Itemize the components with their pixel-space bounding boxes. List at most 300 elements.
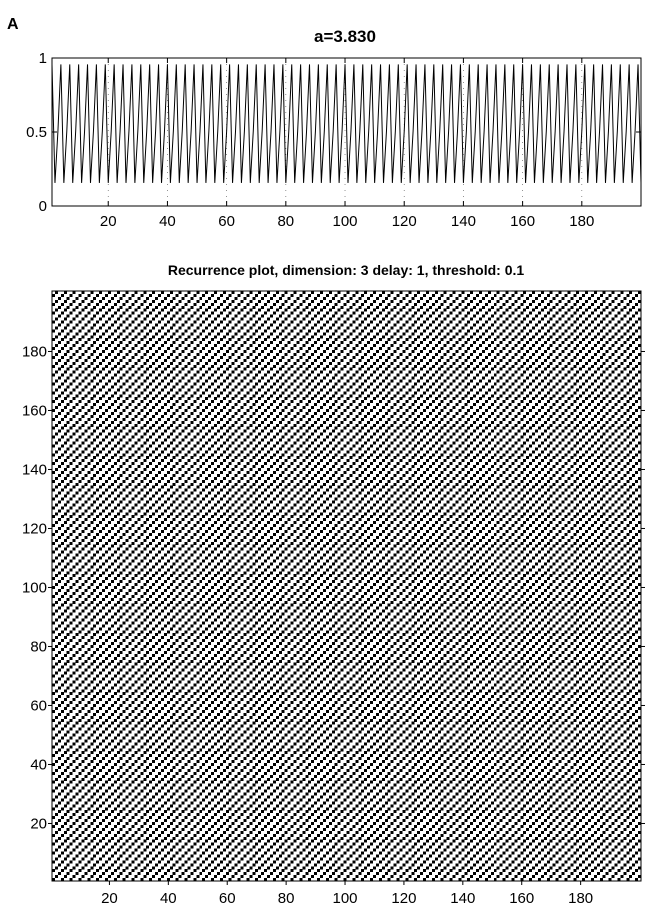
recurrence-cell [132,453,135,456]
recurrence-cell [217,669,220,672]
recurrence-cell [261,341,264,344]
recurrence-cell [108,742,111,745]
recurrence-cell [111,554,114,557]
recurrence-cell [258,689,261,692]
recurrence-cell [158,542,161,545]
recurrence-cell [99,309,102,312]
recurrence-cell [117,601,120,604]
recurrence-cell [73,857,76,860]
recurrence-cell [152,707,155,710]
recurrence-cell [102,854,105,857]
recurrence-cell [117,548,120,551]
recurrence-cell [217,616,220,619]
recurrence-cell [232,610,235,613]
recurrence-cell [249,415,252,418]
recurrence-cell [99,610,102,613]
recurrence-cell [170,380,173,383]
recurrence-cell [193,533,196,536]
recurrence-cell [111,518,114,521]
recurrence-cell [114,648,117,651]
recurrence-cell [193,834,196,837]
recurrence-cell [120,775,123,778]
recurrence-cell [190,439,193,442]
recurrence-cell [255,515,258,518]
recurrence-cell [137,651,140,654]
recurrence-cell [229,860,232,863]
recurrence-cell [220,506,223,509]
recurrence-cell [205,645,208,648]
recurrence-cell [149,843,152,846]
recurrence-cell [211,595,214,598]
recurrence-cell [143,778,146,781]
series-line [52,64,641,183]
recurrence-cell [243,598,246,601]
recurrence-cell [238,533,241,536]
recurrence-cell [240,663,243,666]
recurrence-cell [220,533,223,536]
recurrence-cell [129,828,132,831]
recurrence-cell [87,781,90,784]
recurrence-cell [249,300,252,303]
recurrence-cell [61,427,64,430]
recurrence-cell [193,675,196,678]
recurrence-cell [105,790,108,793]
recurrence-cell [226,660,229,663]
recurrence-cell [117,840,120,843]
recurrence-cell [167,453,170,456]
recurrence-cell [55,742,58,745]
recurrence-cell [261,394,264,397]
recurrence-cell [146,695,149,698]
recurrence-cell [211,692,214,695]
recurrence-cell [255,382,258,385]
recurrence-cell [223,583,226,586]
recurrence-cell [170,583,173,586]
recurrence-cell [102,713,105,716]
recurrence-cell [81,486,84,489]
recurrence-cell [190,660,193,663]
recurrence-cell [114,524,117,527]
recurrence-cell [185,338,188,341]
recurrence-cell [155,554,158,557]
recurrence-cell [185,648,188,651]
recurrence-cell [190,332,193,335]
recurrence-cell [64,362,67,365]
recurrence-cell [226,810,229,813]
recurrence-cell [243,837,246,840]
recurrence-cell [161,769,164,772]
recurrence-cell [164,722,167,725]
recurrence-cell [149,807,152,810]
recurrence-cell [179,760,182,763]
recurrence-cell [55,680,58,683]
recurrence-cell [81,503,84,506]
recurrence-cell [134,610,137,613]
recurrence-cell [255,683,258,686]
recurrence-cell [229,745,232,748]
recurrence-cell [255,613,258,616]
recurrence-cell [193,382,196,385]
recurrence-cell [76,731,79,734]
recurrence-cell [114,790,117,793]
recurrence-cell [105,577,108,580]
recurrence-cell [126,450,129,453]
recurrence-cell [223,610,226,613]
recurrence-cell [58,545,61,548]
recurrence-cell [152,875,155,878]
recurrence-cell [249,503,252,506]
recurrence-cell [176,444,179,447]
recurrence-cell [205,654,208,657]
recurrence-cell [173,297,176,300]
recurrence-cell [67,704,70,707]
recurrence-cell [196,495,199,498]
recurrence-cell [258,574,261,577]
recurrence-cell [152,663,155,666]
recurrence-cell [84,439,87,442]
recurrence-cell [123,763,126,766]
recurrence-cell [93,385,96,388]
recurrence-cell [214,397,217,400]
recurrence-cell [87,444,90,447]
recurrence-cell [108,787,111,790]
recurrence-cell [232,663,235,666]
recurrence-cell [61,825,64,828]
recurrence-cell [267,388,270,391]
recurrence-cell [55,353,58,356]
recurrence-cell [190,704,193,707]
recurrence-cell [146,837,149,840]
recurrence-cell [99,672,102,675]
recurrence-cell [196,397,199,400]
recurrence-cell [193,568,196,571]
recurrence-cell [61,338,64,341]
recurrence-cell [81,477,84,480]
recurrence-cell [170,450,173,453]
recurrence-cell [202,489,205,492]
recurrence-cell [84,837,87,840]
recurrence-cell [199,562,202,565]
recurrence-cell [158,807,161,810]
recurrence-cell [258,424,261,427]
recurrence-plot-cells [52,291,641,881]
recurrence-cell [232,769,235,772]
recurrence-cell [67,686,70,689]
recurrence-cell [258,795,261,798]
recurrence-cell [249,698,252,701]
recurrence-cell [167,329,170,332]
recurrence-cell [64,380,67,383]
recurrence-cell [87,409,90,412]
recurrence-cell [79,736,82,739]
recurrence-cell [164,757,167,760]
recurrence-cell [232,857,235,860]
recurrence-cell [123,409,126,412]
recurrence-cell [229,400,232,403]
recurrence-cell [211,630,214,633]
recurrence-cell [137,775,140,778]
recurrence-cell [143,592,146,595]
recurrence-cell [164,598,167,601]
recurrence-cell [229,595,232,598]
recurrence-cell [187,565,190,568]
recurrence-cell [261,385,264,388]
recurrence-cell [111,394,114,397]
recurrence-cell [261,598,264,601]
recurrence-cell [158,781,161,784]
recurrence-cell [232,654,235,657]
recurrence-cell [143,388,146,391]
recurrence-cell [199,412,202,415]
recurrence-cell [149,683,152,686]
recurrence-cell [214,857,217,860]
recurrence-cell [114,312,117,315]
recurrence-cell [132,471,135,474]
recurrence-cell [111,571,114,574]
recurrence-cell [214,388,217,391]
recurrence-cell [161,565,164,568]
recurrence-cell [137,801,140,804]
recurrence-cell [140,303,143,306]
recurrence-cell [211,453,214,456]
recurrence-cell [70,595,73,598]
recurrence-cell [155,669,158,672]
recurrence-cell [249,875,252,878]
recurrence-cell [126,751,129,754]
recurrence-cell [255,462,258,465]
time-series-chart [26,27,641,230]
recurrence-cell [58,430,61,433]
recurrence-cell [96,852,99,855]
recurrence-cell [232,716,235,719]
y-tick-label: 1 [38,50,47,67]
recurrence-cell [196,813,199,816]
recurrence-cell [229,515,232,518]
recurrence-cell [67,571,70,574]
recurrence-cell [267,486,270,489]
recurrence-cell [199,686,202,689]
recurrence-cell [140,683,143,686]
recurrence-cell [102,793,105,796]
recurrence-cell [211,710,214,713]
recurrence-cell [137,589,140,592]
recurrence-cell [170,371,173,374]
recurrence-cell [235,722,238,725]
recurrence-cell [120,616,123,619]
recurrence-cell [70,586,73,589]
recurrence-cell [167,825,170,828]
recurrence-cell [267,734,270,737]
recurrence-cell [205,371,208,374]
recurrence-cell [93,562,96,565]
recurrence-cell [161,760,164,763]
recurrence-cell [182,810,185,813]
recurrence-cell [229,436,232,439]
recurrence-cell [158,825,161,828]
recurrence-cell [179,477,182,480]
recurrence-cell [61,675,64,678]
recurrence-cell [243,704,246,707]
recurrence-cell [158,391,161,394]
recurrence-cell [117,707,120,710]
recurrence-cell [132,462,135,465]
recurrence-cell [185,630,188,633]
recurrence-cell [246,303,249,306]
recurrence-cell [164,846,167,849]
recurrence-cell [214,636,217,639]
recurrence-cell [155,306,158,309]
recurrence-cell [249,424,252,427]
recurrence-cell [81,326,84,329]
recurrence-cell [58,421,61,424]
recurrence-cell [205,857,208,860]
recurrence-cell [182,872,185,875]
recurrence-cell [152,725,155,728]
recurrence-cell [252,412,255,415]
recurrence-cell [261,731,264,734]
recurrence-cell [199,589,202,592]
recurrence-cell [58,624,61,627]
recurrence-cell [129,633,132,636]
recurrence-cell [208,624,211,627]
recurrence-cell [202,666,205,669]
recurrence-cell [232,804,235,807]
recurrence-cell [155,297,158,300]
recurrence-cell [96,347,99,350]
recurrence-cell [134,326,137,329]
recurrence-cell [220,595,223,598]
recurrence-cell [167,524,170,527]
recurrence-cell [252,562,255,565]
recurrence-cell [155,660,158,663]
recurrence-cell [246,391,249,394]
recurrence-cell [93,633,96,636]
recurrence-cell [99,521,102,524]
recurrence-cell [70,807,73,810]
recurrence-cell [55,388,58,391]
recurrence-cell [58,775,61,778]
recurrence-cell [143,362,146,365]
recurrence-cell [220,524,223,527]
recurrence-cell [87,621,90,624]
recurrence-cell [179,557,182,560]
recurrence-cell [102,819,105,822]
recurrence-cell [158,719,161,722]
recurrence-cell [223,689,226,692]
recurrence-cell [205,866,208,869]
recurrence-cell [117,318,120,321]
recurrence-cell [96,657,99,660]
recurrence-cell [235,863,238,866]
recurrence-cell [81,751,84,754]
recurrence-cell [232,636,235,639]
recurrence-cell [235,642,238,645]
recurrence-cell [220,480,223,483]
recurrence-cell [238,294,241,297]
recurrence-cell [226,731,229,734]
recurrence-cell [173,739,176,742]
recurrence-cell [261,748,264,751]
recurrence-cell [70,728,73,731]
recurrence-cell [93,739,96,742]
recurrence-cell [73,654,76,657]
recurrence-cell [105,825,108,828]
recurrence-cell [87,772,90,775]
recurrence-cell [81,530,84,533]
recurrence-cell [102,527,105,530]
recurrence-cell [126,565,129,568]
recurrence-cell [173,828,176,831]
recurrence-cell [196,521,199,524]
recurrence-cell [114,869,117,872]
recurrence-cell [249,769,252,772]
recurrence-cell [246,843,249,846]
recurrence-cell [173,536,176,539]
recurrence-cell [202,781,205,784]
recurrence-cell [55,335,58,338]
recurrence-cell [193,374,196,377]
recurrence-cell [261,633,264,636]
recurrence-cell [235,509,238,512]
recurrence-cell [58,819,61,822]
recurrence-cell [193,639,196,642]
recurrence-cell [187,503,190,506]
time-series-title: a=3.830 [314,27,376,46]
recurrence-cell [214,672,217,675]
recurrence-cell [214,318,217,321]
recurrence-cell [81,840,84,843]
recurrence-cell [258,565,261,568]
recurrence-cell [205,380,208,383]
recurrence-cell [205,415,208,418]
recurrence-cell [238,382,241,385]
recurrence-cell [96,586,99,589]
recurrence-cell [161,450,164,453]
recurrence-cell [108,512,111,515]
recurrence-cell [140,391,143,394]
recurrence-cell [61,719,64,722]
recurrence-cell [190,359,193,362]
recurrence-cell [185,852,188,855]
recurrence-cell [167,489,170,492]
recurrence-cell [108,441,111,444]
recurrence-cell [190,562,193,565]
recurrence-cell [232,406,235,409]
recurrence-cell [229,807,232,810]
recurrence-cell [238,577,241,580]
recurrence-cell [179,742,182,745]
recurrence-cell [143,397,146,400]
recurrence-cell [99,875,102,878]
recurrence-cell [196,751,199,754]
recurrence-cell [261,315,264,318]
recurrence-cell [55,380,58,383]
recurrence-cell [126,689,129,692]
recurrence-cell [235,793,238,796]
recurrence-cell [196,406,199,409]
recurrence-cell [246,825,249,828]
recurrence-cell [258,371,261,374]
recurrence-cell [137,536,140,539]
recurrence-cell [155,846,158,849]
recurrence-cell [55,326,58,329]
recurrence-cell [261,837,264,840]
recurrence-cell [108,654,111,657]
recurrence-cell [117,769,120,772]
recurrence-cell [67,607,70,610]
recurrence-cell [70,577,73,580]
recurrence-cell [176,365,179,368]
